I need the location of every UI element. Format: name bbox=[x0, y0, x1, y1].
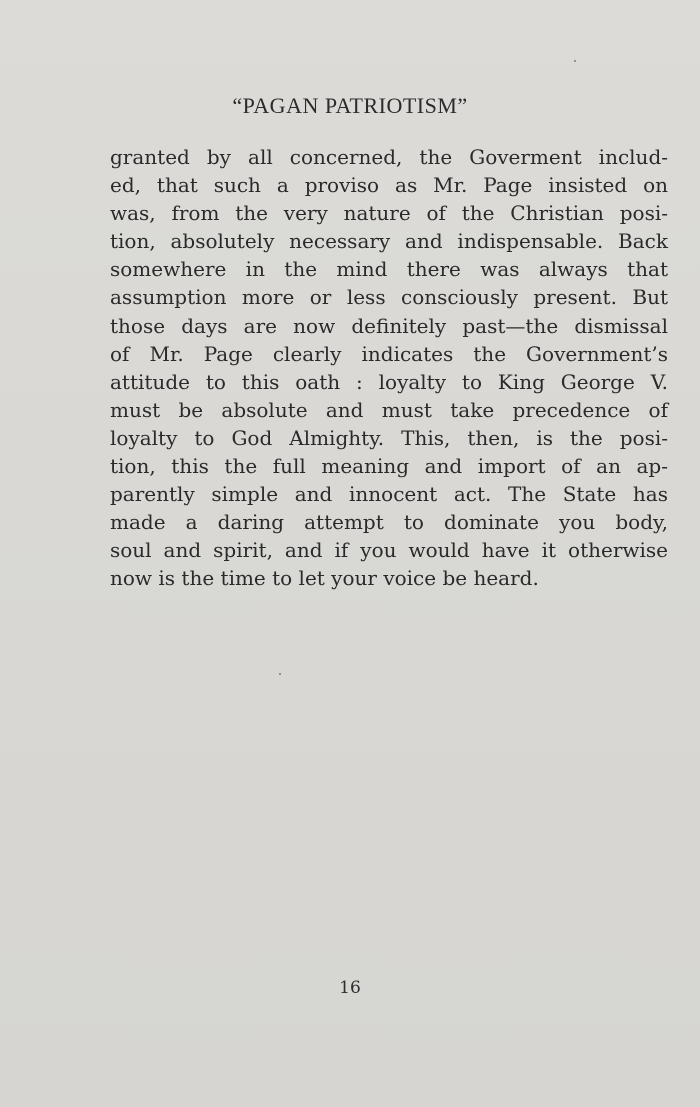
paper-speck bbox=[574, 60, 576, 62]
text-line: loyalty to God Almighty. This, then, is the posi- bbox=[110, 425, 668, 450]
text-line: those days are now definitely past—the dismissal bbox=[110, 313, 668, 338]
text-line: attitude to this oath : loyalty to King George V. bbox=[110, 369, 668, 394]
text-line: granted by all concerned, the Goverment includ- bbox=[110, 145, 668, 169]
text-line: of Mr. Page clearly indicates the Government’s bbox=[110, 341, 668, 366]
body-paragraph bbox=[110, 143, 668, 593]
text-line: assumption more or less consciously present. But bbox=[110, 285, 668, 310]
page-number: 16 bbox=[339, 978, 361, 998]
paper-speck bbox=[279, 673, 281, 675]
text-line: was, from the very nature of the Christian posi- bbox=[110, 201, 668, 226]
text-line: tion, this the full meaning and import of an ap- bbox=[110, 454, 668, 479]
text-line: now is the time to let your voice be heard. bbox=[110, 566, 539, 591]
text-line: made a daring attempt to dominate you body, bbox=[110, 510, 668, 535]
text-line: ed, that such a proviso as Mr. Page insisted on bbox=[110, 173, 668, 198]
text-line: soul and spirit, and if you would have it otherwise bbox=[110, 538, 668, 563]
text-line: parently simple and innocent act. The State has bbox=[110, 482, 668, 507]
text-line: tion, absolutely necessary and indispensable. Back bbox=[110, 229, 668, 254]
text-line: must be absolute and must take precedence of bbox=[110, 397, 668, 422]
running-head: “PAGAN PATRIOTISM” bbox=[232, 93, 468, 118]
text-line: somewhere in the mind there was always that bbox=[110, 257, 668, 282]
